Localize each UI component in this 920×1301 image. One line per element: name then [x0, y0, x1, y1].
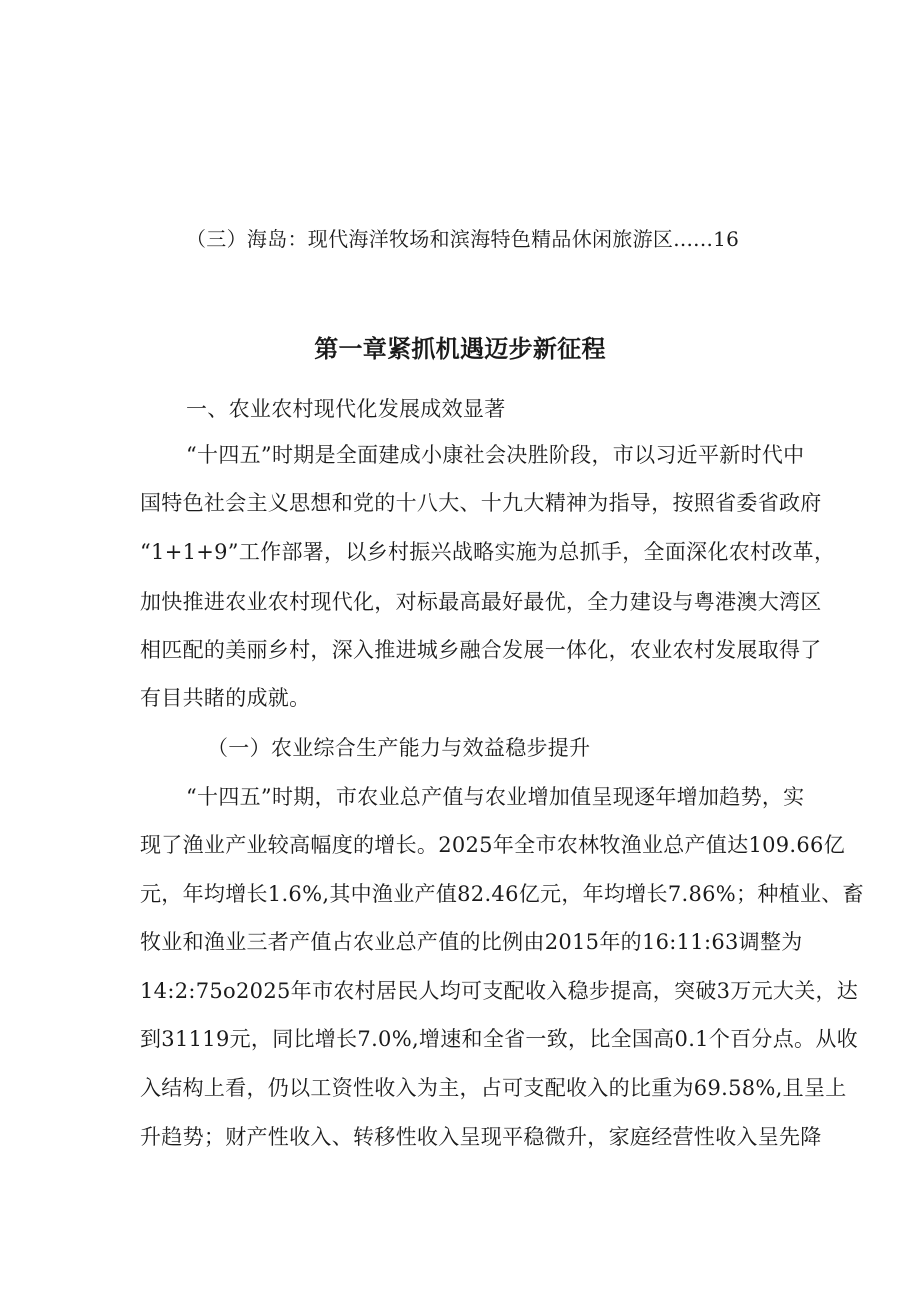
paragraph-line: “十四五”时期是全面建成小康社会决胜阶段，市以习近平新时代中 — [186, 443, 805, 467]
paragraph-line: “1+1+9”工作部署，以乡村振兴战略实施为总抓手，全面深化农村改革， — [140, 540, 836, 564]
paragraph-line: 牧业和渔业三者产值占农业总产值的比例由2015年的16:11:63调整为 — [140, 930, 803, 954]
paragraph-line: “十四五”时期，市农业总产值与农业增加值呈现逐年增加趋势，实 — [186, 785, 805, 809]
paragraph-line: 元，年均增长1.6%,其中渔业产值82.46亿元，年均增长7.86%；种植业、畜 — [140, 882, 864, 906]
paragraph-line: 入结构上看，仍以工资性收入为主，占可支配收入的比重为69.58%,且呈上 — [140, 1076, 847, 1100]
paragraph-line: 现了渔业产业较高幅度的增长。2025年全市农林牧渔业总产值达109.66亿 — [140, 833, 846, 857]
section-heading: 一、农业农村现代化发展成效显著 — [186, 397, 506, 421]
chapter-title: 第一章紧抓机遇迈步新征程 — [314, 335, 606, 363]
paragraph-line: 到31119元，同比增长7.0%,增速和全省一致，比全国高0.1个百分点。从收 — [140, 1027, 858, 1051]
toc-entry: （三）海岛：现代海洋牧场和滨海特色精品休闲旅游区......16 — [186, 227, 740, 251]
paragraph-line: 国特色社会主义思想和党的十八大、十九大精神为指导，按照省委省政府 — [140, 491, 822, 515]
paragraph-line: 相匹配的美丽乡村，深入推进城乡融合发展一体化，农业农村发展取得了 — [140, 638, 822, 662]
paragraph-line: 14:2:75o2025年市农村居民人均可支配收入稳步提高，突破3万元大关，达 — [140, 979, 859, 1003]
paragraph-line: 有目共睹的成就。 — [140, 686, 311, 710]
subsection-heading: （一）农业综合生产能力与效益稳步提升 — [207, 736, 591, 760]
paragraph-line: 升趋势；财产性收入、转移性收入呈现平稳微升，家庭经营性收入呈先降 — [140, 1125, 822, 1149]
paragraph-line: 加快推进农业农村现代化，对标最高最好最优，全力建设与粤港澳大湾区 — [140, 590, 822, 614]
